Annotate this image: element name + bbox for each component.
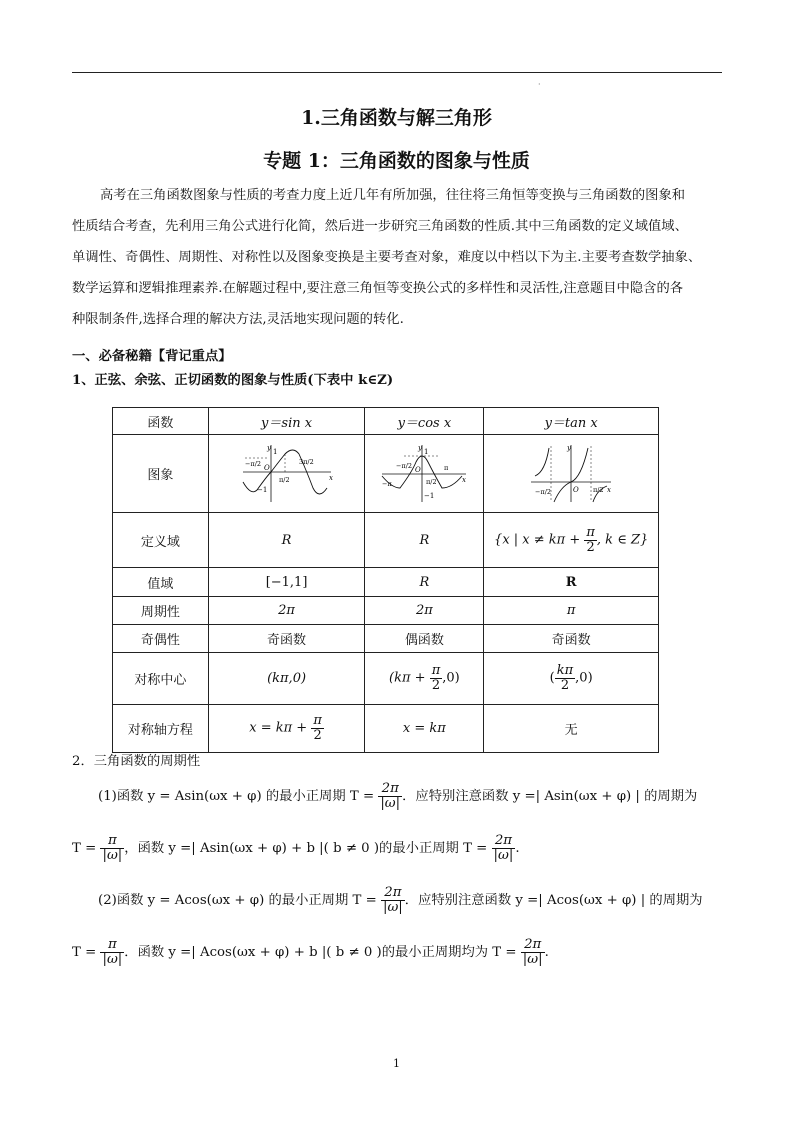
cos-one-label: 1 xyxy=(424,447,429,456)
cell-cos-domain: R xyxy=(365,513,484,568)
table-row-graph xyxy=(113,435,659,513)
cell-label-axis: 对称轴方程 xyxy=(113,705,209,753)
fraction-denominator: 2 xyxy=(431,678,441,693)
cell-cos-period: 2π xyxy=(365,597,484,625)
cos-center-prefix: (kπ + xyxy=(389,671,430,686)
tan-graph-figure xyxy=(527,442,615,506)
intro-line: 高考在三角函数图象与性质的考查力度上近几年有所加强，往往将三角恒等变换与三角函数的图象和 xyxy=(100,188,686,203)
cos-center-fraction xyxy=(430,664,443,692)
cell-tan-graph xyxy=(484,435,659,513)
fraction-numerator: π xyxy=(313,713,322,729)
formula-fraction xyxy=(381,886,405,915)
table-row-header xyxy=(113,408,659,435)
formula-fraction xyxy=(378,782,402,811)
fraction-numerator: π xyxy=(431,663,441,679)
formula-text: . xyxy=(544,944,549,960)
cell-sin-range: [−1,1] xyxy=(208,568,365,597)
formula-fraction xyxy=(492,834,516,863)
cos-y-label: y xyxy=(418,443,423,452)
cell-sin-center: (kπ,0) xyxy=(208,653,365,705)
table-row-range xyxy=(113,568,659,597)
section-heading-essentials: 一、必备秘籍【背记重点】 xyxy=(72,349,232,364)
cos-graph-figure xyxy=(378,442,470,506)
tan-domain-prefix: {x | x ≠ kπ + xyxy=(494,532,585,548)
fraction-denominator: 2 xyxy=(313,728,322,743)
formula-fraction xyxy=(100,834,124,863)
cell-label-domain: 定义域 xyxy=(113,513,209,568)
cell-sin-period: 2π xyxy=(208,597,365,625)
formula-text: ．应特别注意函数 y =| Acos(ωx + φ) | 的周期为 xyxy=(404,892,703,908)
cell-tan-parity: 奇函数 xyxy=(484,625,659,653)
cell-header-sin: y＝sin x xyxy=(208,408,365,435)
sin-axis-fraction xyxy=(311,714,324,742)
tan-pi-half-label: π/2 xyxy=(593,485,604,494)
chapter-title: 1.三角函数与解三角形 xyxy=(301,107,492,129)
cell-label-range: 值域 xyxy=(113,568,209,597)
sin-neg-pi-half-label: −π/2 xyxy=(244,459,261,468)
fraction-numerator: 2π xyxy=(381,886,405,901)
formula-text: (1)函数 y = Asin(ωx + φ) 的最小正周期 T = xyxy=(98,788,379,804)
cell-header-cos: y＝cos x xyxy=(365,408,484,435)
cell-cos-parity: 偶函数 xyxy=(365,625,484,653)
cell-label-center: 对称中心 xyxy=(113,653,209,705)
cell-header-tan: y＝tan x xyxy=(484,408,659,435)
cos-pi-half-label: π/2 xyxy=(426,477,437,486)
formula-fraction xyxy=(521,938,545,967)
cell-tan-period: π xyxy=(484,597,659,625)
header-dot: · xyxy=(538,80,541,89)
tan-x-label: x xyxy=(607,485,612,494)
section-heading-periodicity: 2．三角函数的周期性 xyxy=(72,754,201,769)
sin-one-label: 1 xyxy=(272,447,278,456)
cell-tan-range: R xyxy=(484,568,659,597)
fraction-denominator: |ω| xyxy=(522,951,543,967)
fraction-numerator: π xyxy=(100,834,124,849)
cell-cos-axis: x = kπ xyxy=(365,705,484,753)
intro-line: 数学运算和逻辑推理素养.在解题过程中,要注意三角恒等变换公式的多样性和灵活性,注意题目中隐含的各 xyxy=(72,281,684,296)
formula-line-1 xyxy=(98,782,758,811)
table-row-axis xyxy=(113,705,659,753)
cos-x-label: x xyxy=(462,475,467,484)
formula-line-3 xyxy=(98,886,758,915)
cell-tan-domain xyxy=(484,513,659,568)
cell-label-parity: 奇偶性 xyxy=(113,625,209,653)
cell-sin-domain: R xyxy=(208,513,365,568)
formula-text: T = xyxy=(72,944,101,960)
fraction-numerator: kπ xyxy=(556,663,574,679)
fraction-numerator: 2π xyxy=(378,782,402,797)
cos-center-suffix: ,0) xyxy=(442,671,460,686)
sin-origin-label: O xyxy=(263,463,270,472)
cell-sin-axis xyxy=(208,705,365,753)
tan-domain-suffix: , k ∈ Z} xyxy=(596,532,649,548)
cos-neg-pi-label: −π xyxy=(382,479,393,488)
table-row-parity xyxy=(113,625,659,653)
cos-origin-label: O xyxy=(415,465,422,474)
sin-graph-figure xyxy=(237,442,337,506)
tan-y-label: y xyxy=(567,443,572,452)
fraction-denominator: |ω| xyxy=(102,951,123,967)
cell-tan-axis: 无 xyxy=(484,705,659,753)
intro-line: 种限制条件,选择合理的解决方法,灵活地实现问题的转化. xyxy=(72,312,404,327)
table-row-center xyxy=(113,653,659,705)
formula-line-4 xyxy=(72,938,732,967)
cos-neg-one-label: −1 xyxy=(424,491,435,500)
fraction-numerator: π xyxy=(586,524,595,540)
cell-label-graph: 图象 xyxy=(113,435,209,513)
sin-axis-prefix: x = kπ + xyxy=(249,721,312,736)
tan-domain-fraction xyxy=(584,526,597,554)
formula-fraction xyxy=(100,938,124,967)
fraction-denominator: |ω| xyxy=(382,899,403,915)
sin-neg-one-label: −1 xyxy=(256,485,267,494)
tan-neg-pi-half-label: −π/2 xyxy=(535,487,552,496)
cell-label-period: 周期性 xyxy=(113,597,209,625)
tan-center-prefix: ( xyxy=(549,671,555,686)
tan-origin-label: O xyxy=(573,485,579,494)
page-number: 1 xyxy=(393,1057,400,1070)
cell-cos-range: R xyxy=(365,568,484,597)
cell-sin-graph xyxy=(208,435,365,513)
tan-center-suffix: ,0) xyxy=(575,671,593,686)
sin-pi-half-label: π/2 xyxy=(278,475,290,484)
fraction-denominator: 2 xyxy=(560,678,570,693)
subheading-sin-cos-tan: 1、正弦、余弦、正切函数的图象与性质(下表中 k∈Z) xyxy=(72,373,394,388)
formula-text: ，函数 y =| Asin(ωx + φ) + b |( b ≠ 0 )的最小正周期 T = xyxy=(124,840,492,856)
tan-center-fraction xyxy=(555,664,575,692)
fraction-denominator: |ω| xyxy=(102,847,123,863)
cell-cos-center xyxy=(365,653,484,705)
cell-sin-parity: 奇函数 xyxy=(208,625,365,653)
trig-properties-table xyxy=(112,407,659,753)
formula-text: T = xyxy=(72,840,101,856)
section-title: 专题 1：三角函数的图象与性质 xyxy=(263,150,530,172)
fraction-numerator: π xyxy=(100,938,124,953)
formula-line-2 xyxy=(72,834,732,863)
cos-pi-label: π xyxy=(444,463,449,472)
sin-x-label: x xyxy=(328,473,333,482)
cell-cos-graph xyxy=(365,435,484,513)
sin-y-label: y xyxy=(266,443,271,452)
table-row-period xyxy=(113,597,659,625)
tan-curve-left xyxy=(535,448,549,476)
fraction-denominator: 2 xyxy=(586,539,595,555)
intro-line: 单调性、奇偶性、周期性、对称性以及图象变换是主要考查对象，难度以中档以下为主.主要考查数学抽象、 xyxy=(72,250,702,265)
formula-text: . xyxy=(515,840,520,856)
fraction-denominator: |ω| xyxy=(380,795,401,811)
fraction-numerator: 2π xyxy=(492,834,516,849)
cell-header-function: 函数 xyxy=(113,408,209,435)
formula-text: (2)函数 y = Acos(ωx + φ) 的最小正周期 T = xyxy=(98,892,381,908)
fraction-denominator: |ω| xyxy=(493,847,514,863)
sin-three-pi-half-label: 3π/2 xyxy=(298,457,314,466)
formula-text: ．函数 y =| Acos(ωx + φ) + b |( b ≠ 0 )的最小正周期均为 T = xyxy=(124,944,521,960)
cos-neg-pi-half-label: −π/2 xyxy=(396,461,413,470)
cell-tan-center xyxy=(484,653,659,705)
fraction-numerator: 2π xyxy=(521,938,545,953)
table-row-domain xyxy=(113,513,659,568)
formula-text: ．应特别注意函数 y =| Asin(ωx + φ) | 的周期为 xyxy=(402,788,698,804)
intro-line: 性质结合考查，先利用三角公式进行化简，然后进一步研究三角函数的性质.其中三角函数的定义域值域、 xyxy=(72,219,688,234)
header-rule xyxy=(72,72,722,73)
